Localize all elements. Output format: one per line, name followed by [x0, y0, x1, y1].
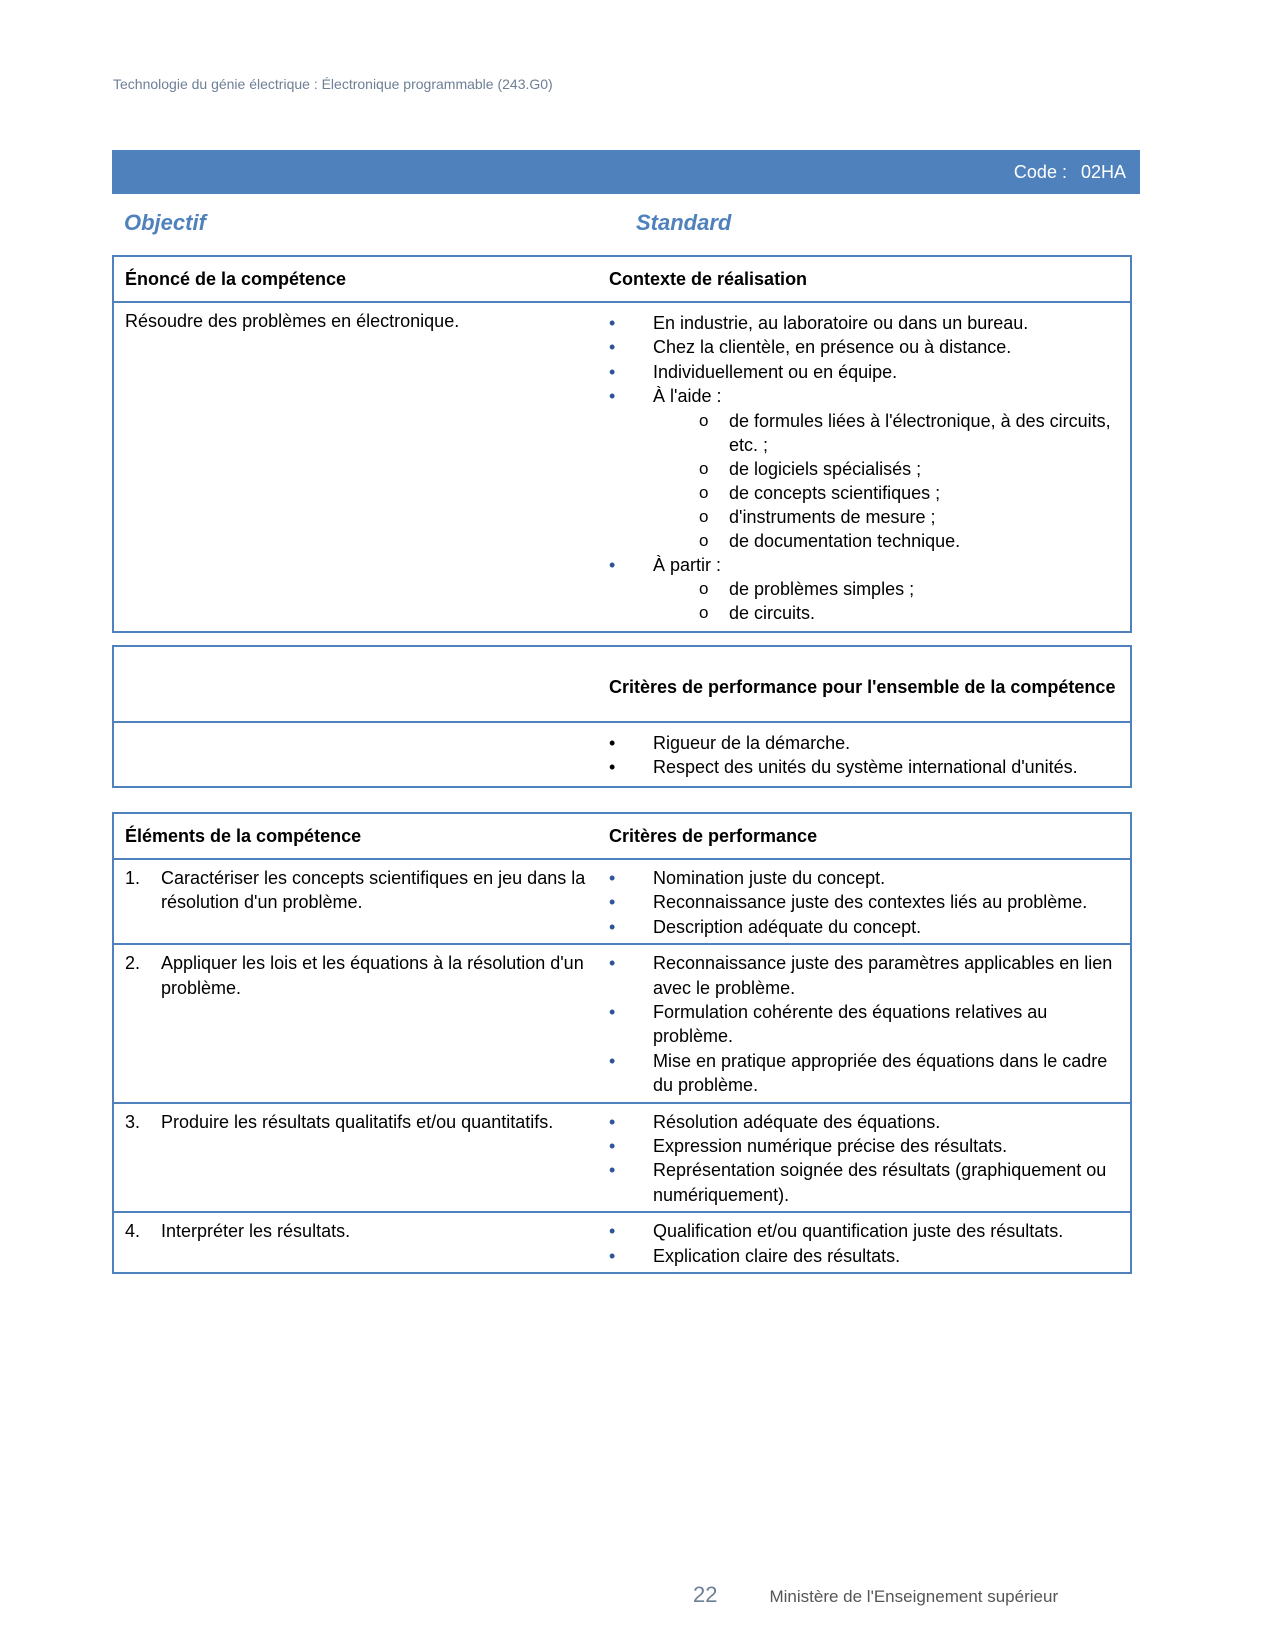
elements-table	[112, 812, 1132, 1274]
criterion-item: • Formulation cohérente des équations relatives au problème.	[609, 1000, 1122, 1049]
competency-code	[1000, 162, 1126, 183]
criterion-item: • Respect des unités du système international d'unités.	[609, 755, 1122, 779]
element-row	[113, 859, 1131, 944]
element-criteria-list	[609, 866, 1122, 939]
context-list	[609, 311, 1122, 625]
context-subitem: o de circuits.	[653, 601, 1122, 625]
element-row	[113, 1212, 1131, 1273]
element-text: 4. Interpréter les résultats.	[125, 1221, 351, 1242]
context-subitem: o d'instruments de mesure ;	[653, 505, 1122, 529]
context-item: • À partir : o de problèmes simples ; o de circuits.	[609, 553, 1122, 625]
ministry-name: Ministère de l'Enseignement supérieur	[769, 1587, 1059, 1606]
standard-heading: Standard	[636, 210, 732, 235]
element-criteria-list	[609, 951, 1122, 1097]
context-item: • Chez la clientèle, en présence ou à distance.	[609, 335, 1122, 359]
criterion-item: • Résolution adéquate des équations.	[609, 1110, 1122, 1134]
context-item: • En industrie, au laboratoire ou dans un bureau.	[609, 311, 1122, 335]
criterion-item: • Description adéquate du concept.	[609, 915, 1122, 939]
element-row	[113, 944, 1131, 1102]
criterion-item: • Qualification et/ou quantification juste des résultats.	[609, 1219, 1122, 1243]
criterion-item: • Mise en pratique appropriée des équations dans le cadre du problème.	[609, 1049, 1122, 1098]
page-number: 22	[693, 1582, 718, 1607]
code-label: Code :	[1013, 162, 1067, 182]
performance-header: Critères de performance	[609, 813, 1131, 859]
context-subitem: o de concepts scientifiques ;	[653, 481, 1122, 505]
criterion-item: • Expression numérique précise des résultats.	[609, 1134, 1122, 1158]
element-criteria-list	[609, 1219, 1122, 1268]
overall-criteria-empty	[113, 646, 609, 722]
element-criteria-list	[609, 1110, 1122, 1208]
element-text: 3. Produire les résultats qualitatifs et/ou quantitatifs.	[125, 1111, 554, 1132]
competency-statement: Résoudre des problèmes en électronique.	[125, 311, 460, 331]
criterion-item: • Explication claire des résultats.	[609, 1244, 1122, 1268]
context-subitem: o de logiciels spécialisés ;	[653, 457, 1122, 481]
objectif-heading: Objectif	[124, 210, 206, 235]
overall-criteria-list	[609, 731, 1122, 780]
code-value: 02HA	[1080, 162, 1126, 182]
code-bar	[112, 150, 1140, 194]
overall-criteria-table	[112, 645, 1132, 788]
criterion-item: • Reconnaissance juste des paramètres applicables en lien avec le problème.	[609, 951, 1122, 1000]
context-subitem: o de formules liées à l'électronique, à des circuits, etc. ;	[653, 409, 1122, 457]
competency-statement-table	[112, 255, 1132, 633]
criterion-item: • Reconnaissance juste des contextes liés au problème.	[609, 890, 1122, 914]
criterion-item: • Rigueur de la démarche.	[609, 731, 1122, 755]
statement-header: Énoncé de la compétence	[113, 256, 609, 302]
criterion-item: • Nomination juste du concept.	[609, 866, 1122, 890]
element-text: 1. Caractériser les concepts scientifiques en jeu dans la résolution d'un problème.	[125, 868, 586, 913]
criterion-item: • Représentation soignée des résultats (graphiquement ou numériquement).	[609, 1158, 1122, 1207]
context-header: Contexte de réalisation	[609, 256, 1131, 302]
element-text: 2. Appliquer les lois et les équations à la résolution d'un problème.	[125, 953, 584, 998]
element-row	[113, 1103, 1131, 1213]
overall-criteria-header: Critères de performance pour l'ensemble de la compétence	[609, 646, 1131, 722]
context-sublist	[653, 409, 1122, 553]
context-sublist	[653, 577, 1122, 625]
elements-header: Éléments de la compétence	[113, 813, 609, 859]
context-item: • Individuellement ou en équipe.	[609, 360, 1122, 384]
context-subitem: o de problèmes simples ;	[653, 577, 1122, 601]
running-head: Technologie du génie électrique : Électronique programmable (243.G0)	[113, 76, 553, 92]
context-subitem: o de documentation technique.	[653, 529, 1122, 553]
page-footer	[693, 1582, 1058, 1608]
context-item: • À l'aide : o de formules liées à l'électronique, à des circuits, etc. ; o de logiciels spécialisés ; o de concepts scientifiques ; o d'instruments de mesure ; o de documentation technique.	[609, 384, 1122, 552]
